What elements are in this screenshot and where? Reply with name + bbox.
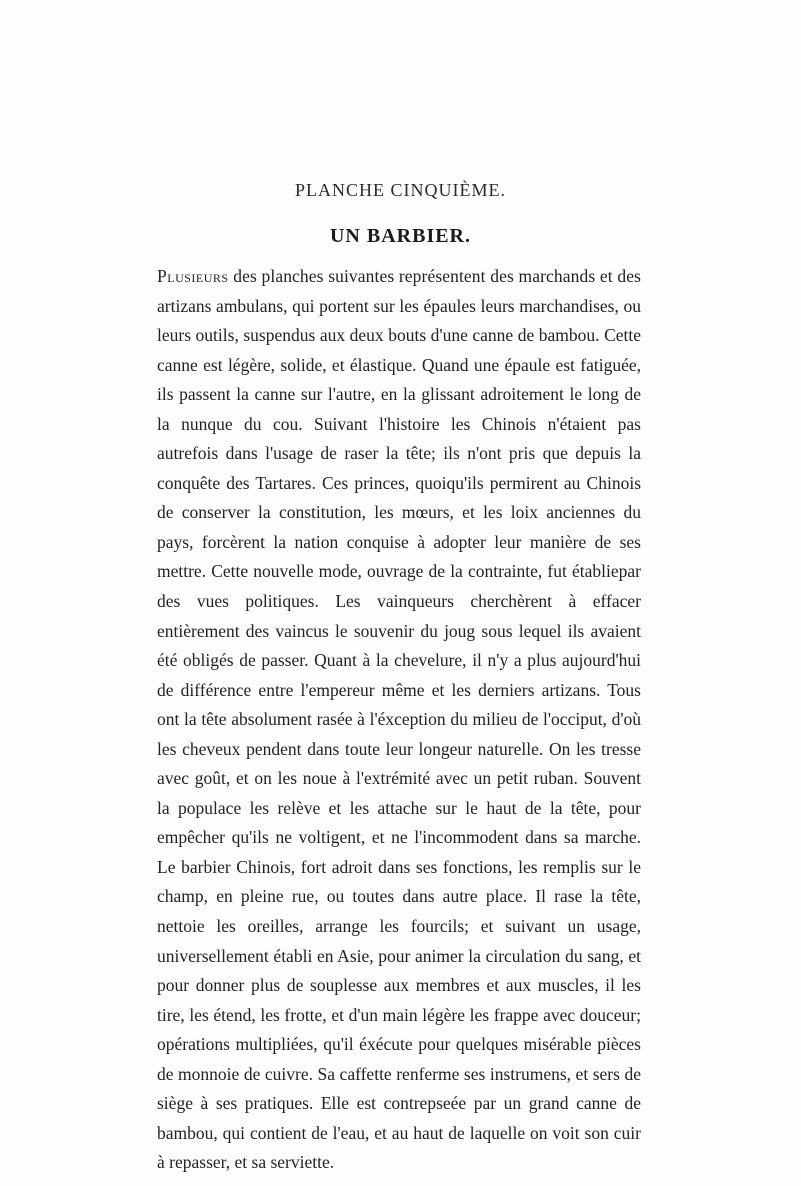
plate-heading: PLANCHE CINQUIÈME. <box>295 180 506 200</box>
paragraph-text: des planches suivantes représentent des marchands et des artizans ambulans, qui portent sur les épaules leurs marchandises, ou leurs outils, suspendus aux deux bouts d'une canne de bambou. Cette canne est légère, solide, et élastique. Quand une épaule est fatiguée, ils passent la canne sur l'autre, en la glissant adroitement le long de la nunque du cou. Suivant l'histoire les Chinois n'étaient pas autrefois dans l'usage de raser la tête; ils n'ont pris que depuis la conquête des Tartares. Ces princes, quoiqu'ils permirent au Chinois de conserver la constitution, les mœurs, et les loix anciennes du pays, forcèrent la nation conquise à adopter leur manière de ses mettre. Cette nouvelle mode, ouvrage de la contrainte, fut établiepar des vues politiques. Les vainqueurs cherchèrent à effacer entièrement des vaincus le souvenir du joug sous lequel ils avaient été obligés de passer. Quant à la chevelure, il n'y a plus aujourd'hui de différence entre l'empereur même et les derniers artizans. Tous ont la tête absolument rasée à l'éxception du milieu de l'occiput, d'où les cheveux pendent dans toute leur longeur naturelle. On les tresse avec goût, et on les noue à l'extrémité avec un petit ruban. Souvent la populace les relève et les attache sur le haut de la tête, pour empêcher qu'ils ne voltigent, et ne l'incommodent dans sa marche. Le barbier Chinois, fort adroit dans ses fonctions, les remplis sur le champ, en pleine rue, ou toutes dans autre place. Il rase la tête, nettoie les oreilles, arrange les fourcils; et suivant un usage, universellement établi en Asie, pour animer la circulation du sang, et pour donner plus de souplesse aux membres et aux muscles, il les tire, les étend, les frotte, et d'un main légère les frappe avec douceur; opérations multipliées, qu'il éxécute pour quelques misérable pièces de monnoie de cuivre. Sa caffette renferme ses instrumens, et sers de siège à ses pratiques. Elle est contrepseée par un grand canne de bambou, qui contient de l'eau, et au haut de laquelle on voit son cuir à repasser, et sa serviette. <box>157 266 641 1173</box>
page-title: UN BARBIER. <box>329 225 472 247</box>
body-paragraph <box>157 262 641 1178</box>
opening-word: Plusieurs <box>157 266 229 286</box>
